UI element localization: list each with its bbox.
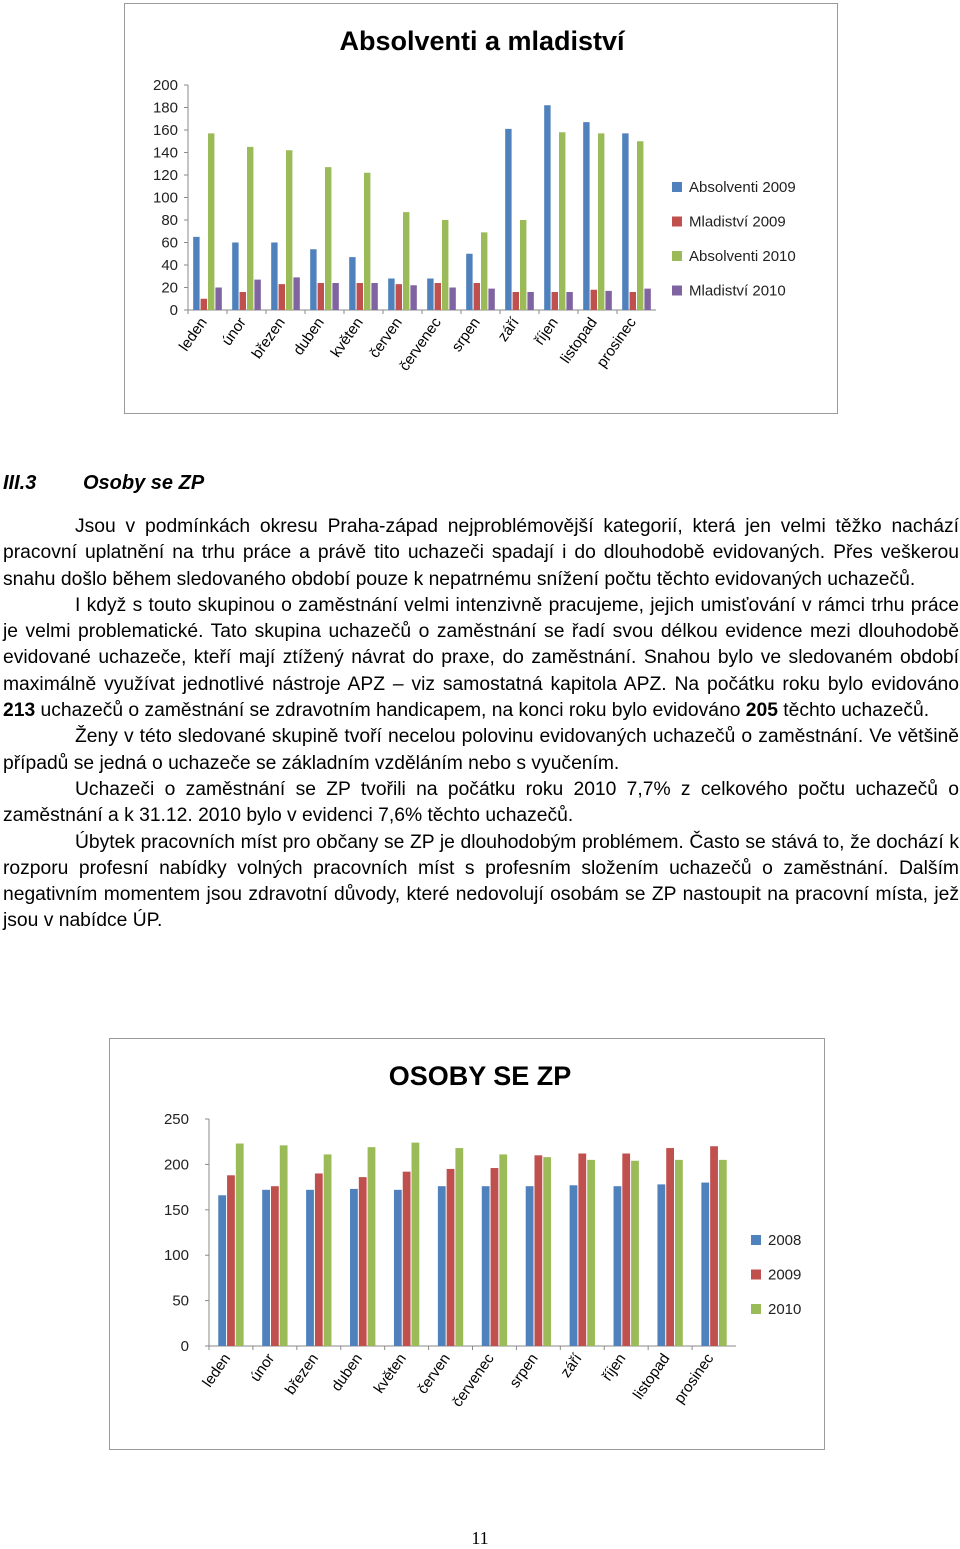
paragraph-text: těchto uchazečů.	[777, 700, 930, 722]
bar	[482, 1186, 490, 1346]
bar	[193, 237, 199, 310]
bar	[481, 232, 487, 310]
bar	[247, 147, 253, 310]
bar	[719, 1160, 727, 1346]
category-label: srpen	[506, 1350, 542, 1392]
y-tick-label: 200	[152, 77, 178, 94]
bar	[215, 288, 221, 311]
bar	[631, 1161, 639, 1346]
bar	[364, 173, 370, 310]
bar	[526, 1186, 534, 1346]
chart-title: Absolventi a mladiství	[339, 26, 625, 56]
y-tick-label: 250	[163, 1111, 189, 1128]
section-title: Osoby se ZP	[83, 472, 205, 494]
bar	[279, 284, 285, 310]
bar	[271, 1186, 279, 1346]
bar	[286, 150, 292, 310]
bar	[232, 243, 238, 311]
y-tick-label: 120	[152, 167, 178, 184]
y-tick-label: 80	[161, 212, 178, 229]
category-label: říjen	[531, 314, 562, 349]
bar	[544, 105, 550, 310]
bar	[306, 1190, 314, 1346]
bar	[520, 220, 526, 310]
bar	[578, 1154, 586, 1346]
bar	[315, 1173, 323, 1346]
y-tick-label: 150	[163, 1201, 189, 1219]
bar	[657, 1184, 665, 1346]
legend-swatch	[672, 251, 682, 261]
bar	[371, 283, 377, 310]
bar	[427, 279, 433, 311]
bar	[675, 1160, 683, 1346]
bar	[310, 249, 316, 310]
osoby-se-zp-chart	[109, 1038, 825, 1450]
legend-label: Mladiství 2010	[689, 282, 786, 300]
paragraph	[3, 724, 959, 777]
bar	[710, 1146, 718, 1346]
bar	[587, 1160, 595, 1346]
bar	[368, 1147, 376, 1346]
bar	[410, 285, 416, 310]
category-label: červen	[366, 314, 406, 362]
bar	[412, 1143, 420, 1346]
bar	[325, 167, 331, 310]
category-label: březen	[281, 1350, 323, 1398]
legend-label: Absolventi 2010	[689, 248, 796, 265]
bar	[218, 1195, 226, 1346]
bar	[435, 283, 441, 310]
category-label: duben	[328, 1350, 366, 1395]
bar	[505, 129, 511, 310]
bar	[262, 1190, 270, 1346]
bar	[474, 283, 480, 310]
y-tick-label: 180	[152, 99, 178, 117]
bar	[236, 1144, 244, 1346]
bar	[293, 277, 299, 310]
paragraph-text: Uchazeči o zaměstnání se ZP tvořili na počátku roku 2010 7,7% z celkového počtu uchazečů o zaměstnání a k 31.12. 2010 bylo v evidenci 7,6% těchto uchazečů.	[3, 778, 959, 827]
legend-swatch	[672, 286, 682, 296]
y-tick-label: 50	[172, 1292, 189, 1310]
paragraph-text: I když s touto skupinou o zaměstnání velmi intenzivně pracujeme, jejich umisťování v rámci trhu práce je velmi problematické. Tato skupina uchazečů o zaměstnání se řadí svou délkou evidence mezi dlouhodobě evidované uchazeče, kteří mají ztížený návrat do praxe, do zaměstnání. Snahou bylo ve sledovaném období maximálně využívat jednotlivé nástroje APZ – viz samostatná kapitola APZ. Na počátku roku bylo evidováno	[3, 594, 959, 695]
y-tick-label: 160	[152, 122, 178, 139]
paragraph-text: uchazečů o zaměstnání se zdravotním handicapem, na konci roku bylo evidováno	[35, 700, 746, 722]
category-label: červen	[414, 1350, 454, 1398]
category-label: září	[557, 1350, 586, 1381]
bar	[598, 133, 604, 310]
bar	[605, 291, 611, 310]
y-tick-label: 100	[152, 189, 178, 207]
paragraph-text: Jsou v podmínkách okresu Praha-západ nejproblémovější kategorií, která jen velmi těžko nachází pracovní uplatnění na trhu práce a právě tito uchazeči spadají i do dlouhodobě evidovaných. Přes veškerou snahu došlo během sledovaného období pouze k nepatrnému snížení počtu těchto evidovaných uchazečů.	[3, 516, 959, 590]
bar	[543, 1157, 551, 1346]
bar	[442, 220, 448, 310]
bar	[449, 288, 455, 311]
bar	[614, 1186, 622, 1346]
osoby-se-zp-chart-svg	[110, 1039, 824, 1449]
legend-swatch	[672, 217, 682, 227]
bar	[644, 289, 650, 310]
y-tick-label: 40	[161, 257, 178, 274]
legend-label: 2008	[768, 1232, 802, 1249]
bar	[201, 299, 207, 310]
bar	[637, 141, 643, 310]
bar	[701, 1183, 709, 1346]
bar	[280, 1145, 288, 1346]
category-label: leden	[175, 314, 211, 355]
bar	[403, 1172, 411, 1346]
bar	[324, 1154, 332, 1346]
bar	[552, 292, 558, 310]
category-label: únor	[247, 1350, 279, 1385]
category-label: květen	[327, 314, 367, 361]
paragraph	[3, 514, 959, 593]
section-heading	[3, 472, 204, 495]
bar	[559, 132, 565, 310]
paragraph	[3, 830, 959, 935]
bar	[359, 1177, 367, 1346]
bar	[332, 283, 338, 310]
bar	[318, 283, 324, 310]
y-tick-label: 20	[161, 279, 178, 297]
bar	[240, 292, 246, 310]
bar	[570, 1185, 578, 1346]
y-tick-label: 200	[163, 1156, 189, 1174]
bar	[227, 1175, 235, 1346]
count-end: 205	[745, 700, 778, 722]
legend-swatch	[672, 182, 682, 192]
bar	[534, 1155, 542, 1346]
y-tick-label: 60	[161, 234, 178, 252]
legend-swatch	[751, 1304, 761, 1314]
y-tick-label: 100	[163, 1247, 189, 1265]
bar	[394, 1190, 402, 1346]
bar	[396, 284, 402, 310]
bar	[527, 292, 533, 310]
body-text	[3, 514, 959, 935]
legend-swatch	[751, 1235, 761, 1245]
absolventi-chart	[124, 3, 838, 414]
legend-label: Absolventi 2009	[689, 179, 796, 196]
bar	[447, 1169, 455, 1346]
bar	[438, 1186, 446, 1346]
bar	[466, 254, 472, 310]
bar	[622, 133, 628, 310]
bar	[513, 292, 519, 310]
category-label: březen	[248, 314, 289, 362]
category-label: listopad	[557, 314, 601, 367]
category-label: říjen	[598, 1350, 630, 1385]
bar	[591, 290, 597, 310]
paragraph	[3, 593, 959, 724]
category-label: listopad	[629, 1350, 674, 1403]
bar	[666, 1148, 674, 1346]
bar	[357, 283, 363, 310]
category-label: červenec	[448, 1350, 498, 1411]
section-number: III.3	[3, 472, 37, 494]
category-label: červenec	[395, 314, 445, 375]
bar	[388, 279, 394, 311]
bar	[455, 1148, 463, 1346]
bar	[208, 133, 214, 310]
category-label: leden	[199, 1350, 235, 1391]
bar	[566, 292, 572, 310]
bar	[350, 1189, 358, 1346]
bar	[403, 212, 409, 310]
legend-label: 2010	[768, 1301, 802, 1318]
bar	[491, 1168, 499, 1346]
category-label: prosinec	[593, 314, 640, 371]
bar	[488, 289, 494, 310]
y-tick-label: 0	[180, 1338, 189, 1355]
absolventi-chart-svg	[125, 4, 837, 413]
y-tick-label: 0	[169, 302, 178, 319]
count-start: 213	[3, 700, 36, 722]
bar	[499, 1154, 507, 1346]
category-label: prosinec	[670, 1350, 718, 1407]
bar	[630, 292, 636, 310]
category-label: srpen	[448, 314, 484, 356]
paragraph	[3, 777, 959, 830]
page-number: 11	[471, 1528, 489, 1548]
category-label: únor	[218, 314, 250, 349]
paragraph-text: Úbytek pracovních míst pro občany se ZP je dlouhodobým problémem. Často se stává to, že dochází k rozporu profesní nabídky volných pracovních míst s profesním složením uchazečů o zaměstnání. Dalším negativním momentem jsou zdravotní důvody, které nedovolují osobám se ZP nastoupit na pracovní místa, jež jsou v nabídce ÚP.	[3, 831, 959, 932]
bar	[583, 122, 589, 310]
y-tick-label: 140	[152, 144, 178, 162]
category-label: duben	[289, 314, 328, 359]
bar	[622, 1154, 630, 1346]
bar	[254, 280, 260, 310]
paragraph-text: Ženy v této sledované skupině tvoří necelou polovinu evidovaných uchazečů o zaměstnání. Ve většině případů se jedná o uchazeče se základním vzděláním nebo s vyučením.	[3, 726, 959, 774]
legend-swatch	[751, 1270, 761, 1280]
chart-title: OSOBY SE ZP	[388, 1061, 572, 1091]
legend-label: 2009	[768, 1266, 802, 1284]
bar	[349, 257, 355, 310]
bar	[271, 243, 277, 311]
category-label: září	[494, 314, 523, 345]
category-label: květen	[370, 1350, 410, 1397]
legend-label: Mladiství 2009	[689, 213, 786, 231]
